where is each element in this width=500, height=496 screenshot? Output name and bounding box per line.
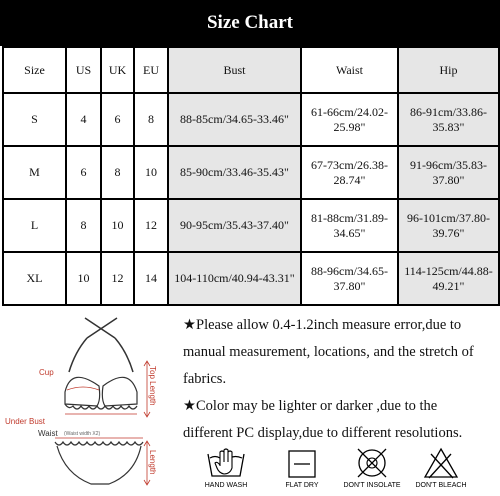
cup-label: Cup (39, 368, 54, 377)
dont-bleach-icon (419, 446, 463, 480)
cell-hip: 91-96cm/35.83-37.80" (398, 146, 499, 199)
waist-note-label: (Waist width X2) (64, 431, 101, 437)
cell-eu: 14 (134, 252, 168, 305)
care-dont-insolate (342, 446, 402, 496)
cell-eu: 8 (134, 93, 168, 146)
flat-dry-icon (280, 446, 324, 480)
cell-us: 10 (66, 252, 101, 305)
cell-uk: 8 (101, 146, 134, 199)
cell-hip: 96-101cm/37.80-39.76" (398, 199, 499, 252)
size-table (2, 46, 500, 306)
cell-waist: 88-96cm/34.65-37.80" (301, 252, 398, 305)
header-bust: Bust (168, 47, 301, 93)
header-uk: UK (101, 47, 134, 93)
hand-wash-icon (204, 446, 248, 480)
cell-us: 8 (66, 199, 101, 252)
cell-size: S (3, 93, 66, 146)
under-bust-label: Under Bust (5, 417, 46, 426)
measurement-illustration (5, 314, 175, 490)
table-row (3, 146, 499, 199)
care-hand-wash (196, 446, 256, 496)
cell-us: 4 (66, 93, 101, 146)
cell-hip: 114-125cm/44.88-49.21" (398, 252, 499, 305)
care-dont-bleach (411, 446, 471, 496)
cell-eu: 12 (134, 199, 168, 252)
cell-bust: 85-90cm/33.46-35.43" (168, 146, 301, 199)
note-line: ★Please allow 0.4-1.2inch measure error,due to (183, 317, 462, 333)
table-row (3, 93, 499, 146)
header-us: US (66, 47, 101, 93)
cell-bust: 90-95cm/35.43-37.40" (168, 199, 301, 252)
size-chart-title: Size Chart (0, 0, 500, 46)
hand-wash-label: HAND WASH (204, 482, 248, 489)
dont-insolate-icon (350, 446, 394, 480)
cell-waist: 61-66cm/24.02-25.98" (301, 93, 398, 146)
cell-uk: 12 (101, 252, 134, 305)
flat-dry-label: FLAT DRY (285, 482, 319, 489)
header-hip: Hip (398, 47, 499, 93)
top-length-label: Top Length (148, 366, 157, 406)
cell-size: XL (3, 252, 66, 305)
cell-uk: 10 (101, 199, 134, 252)
dont-bleach-label: DON'T BLEACH (415, 482, 467, 489)
header-waist: Waist (301, 47, 398, 93)
table-row (3, 252, 499, 305)
header-size: Size (3, 47, 66, 93)
table-header-row (3, 47, 499, 93)
note-line: different PC display,due to different resolutions. (183, 425, 463, 441)
cell-bust: 104-110cm/40.94-43.31" (168, 252, 301, 305)
cell-waist: 67-73cm/26.38-28.74" (301, 146, 398, 199)
dont-insolate-label: DON'T INSOLATE (343, 482, 401, 489)
care-flat-dry (272, 446, 332, 496)
table-row (3, 199, 499, 252)
cell-size: L (3, 199, 66, 252)
header-eu: EU (134, 47, 168, 93)
note-line: ★Color may be lighter or darker ,due to the (183, 398, 438, 414)
note-line: fabrics. (183, 371, 227, 387)
cell-bust: 88-85cm/34.65-33.46" (168, 93, 301, 146)
cell-eu: 10 (134, 146, 168, 199)
cell-size: M (3, 146, 66, 199)
cell-uk: 6 (101, 93, 134, 146)
waist-label: Waist (38, 429, 58, 438)
notes (183, 312, 497, 447)
cell-waist: 81-88cm/31.89-34.65" (301, 199, 398, 252)
length-label: Length (148, 450, 157, 475)
cell-hip: 86-91cm/33.86-35.83" (398, 93, 499, 146)
note-line: manual measurement, locations, and the stretch of (183, 344, 474, 360)
cell-us: 6 (66, 146, 101, 199)
